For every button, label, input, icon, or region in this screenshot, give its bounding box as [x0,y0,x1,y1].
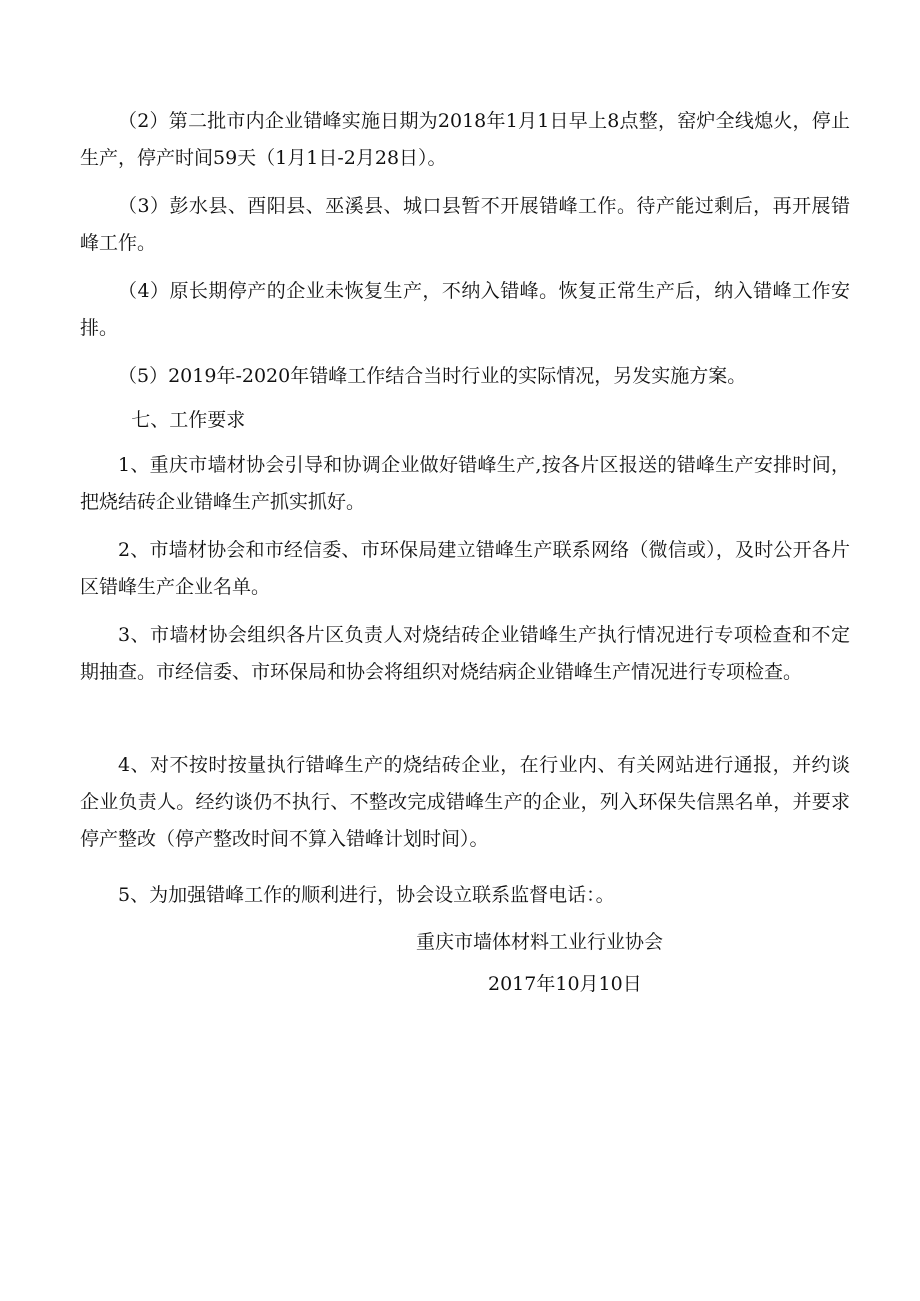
requirement-item-4: 4、对不按时按量执行错峰生产的烧结砖企业，在行业内、有关网站进行通报，并约谈企业负责人。经约谈仍不执行、不整改完成错峰生产的企业，列入环保失信黑名单，并要求停产整改（停产整改时间不算入错峰计划时间）。 [80,754,850,850]
requirement-item-2: 2、市墙材协会和市经信委、市环保局建立错峰生产联系网络（微信或），及时公开各片区错峰生产企业名单。 [80,539,850,598]
signature-organization: 重庆市墙体材料工业行业协会 [416,931,664,953]
paragraph-item-4: （4）原长期停产的企业未恢复生产，不纳入错峰。恢复正常生产后，纳入错峰工作安排。 [80,280,850,339]
paragraph-item-3: （3）彭水县、酉阳县、巫溪县、城口县暂不开展错峰工作。待产能过剩后，再开展错峰工作。 [80,195,850,254]
paragraph-item-5: （5）2019年-2020年错峰工作结合当时行业的实际情况，另发实施方案。 [118,365,747,387]
section-heading: 七、工作要求 [131,409,246,431]
signature-date: 2017年10月10日 [488,973,642,995]
requirement-item-3: 3、市墙材协会组织各片区负责人对烧结砖企业错峰生产执行情况进行专项检查和不定期抽查。市经信委、市环保局和协会将组织对烧结病企业错峰生产情况进行专项检查。 [80,624,850,683]
paragraph-item-2: （2）第二批市内企业错峰实施日期为2018年1月1日早上8点整，窑炉全线熄火，停止生产，停产时间59天（1月1日-2月28日）。 [80,110,850,169]
requirement-item-1: 1、重庆市墙材协会引导和协调企业做好错峰生产,按各片区报送的错峰生产安排时间，把烧结砖企业错峰生产抓实抓好。 [80,454,850,513]
requirement-item-5: 5、为加强错峰工作的顺利进行，协会设立联系监督电话：。 [118,884,615,906]
